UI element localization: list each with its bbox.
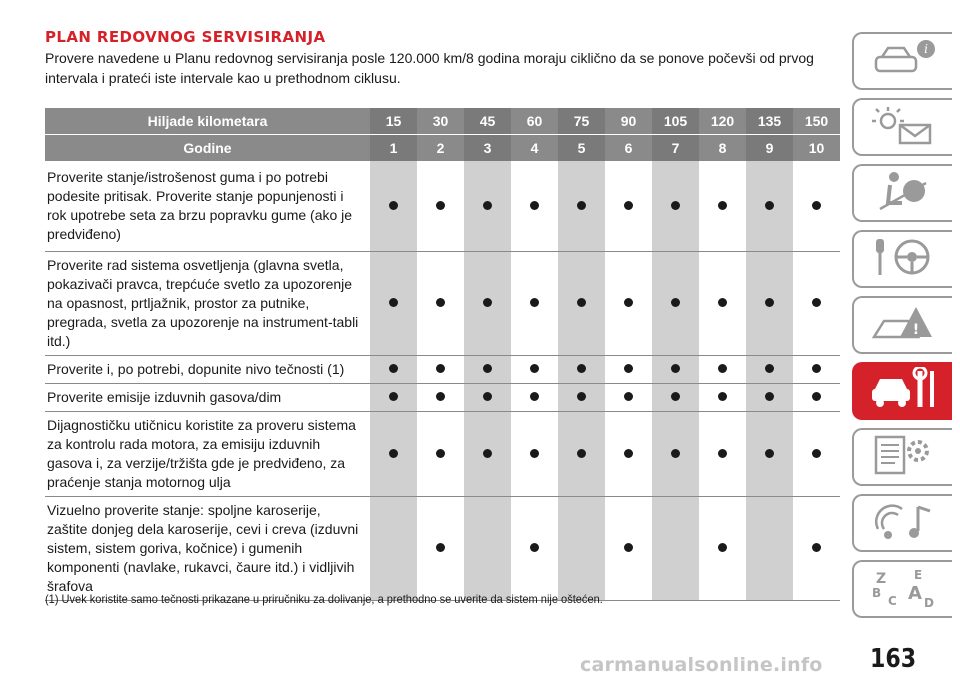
interval-cell bbox=[558, 496, 605, 600]
interval-cell bbox=[464, 496, 511, 600]
check-dot-icon bbox=[765, 364, 774, 373]
interval-cell bbox=[370, 251, 417, 355]
interval-cell bbox=[699, 411, 746, 496]
km-header-cell: 75 bbox=[558, 108, 605, 135]
interval-cell bbox=[464, 383, 511, 411]
interval-cell bbox=[511, 411, 558, 496]
schedule-row bbox=[45, 161, 840, 251]
interval-cell bbox=[652, 496, 699, 600]
service-item-text: Dijagnostičku utičnicu koristite za proveru sistema za kontrolu rada motora, za emisiju izduvnih gasova i, za verzije/tržišta gde je predviđeno, za praćenje stanja motornog ulja bbox=[45, 411, 370, 496]
check-dot-icon bbox=[436, 392, 445, 401]
interval-cell bbox=[605, 251, 652, 355]
breakdown-warning-triangle-icon bbox=[868, 301, 938, 350]
chapter-tabs bbox=[852, 32, 960, 626]
interval-cell bbox=[699, 161, 746, 251]
check-dot-icon bbox=[530, 201, 539, 210]
schedule-row bbox=[45, 411, 840, 496]
check-dot-icon bbox=[577, 298, 586, 307]
interval-cell bbox=[793, 355, 840, 383]
interval-cell bbox=[699, 383, 746, 411]
interval-cell bbox=[511, 355, 558, 383]
specifications-gear-icon bbox=[868, 433, 938, 482]
svg-text:D: D bbox=[924, 595, 934, 609]
check-dot-icon bbox=[483, 201, 492, 210]
interval-cell bbox=[699, 251, 746, 355]
check-dot-icon bbox=[624, 392, 633, 401]
years-header-cell: 1 bbox=[370, 135, 417, 162]
schedule-row bbox=[45, 383, 840, 411]
check-dot-icon bbox=[718, 364, 727, 373]
service-item-text: Proverite i, po potrebi, dopunite nivo tečnosti (1) bbox=[45, 355, 370, 383]
footnote: (1) Uvek koristite samo tečnosti prikazane u priručniku za dolivanje, a prethodno se uverite da sistem nije oštećen. bbox=[45, 592, 603, 606]
chapter-tab-1[interactable] bbox=[852, 32, 952, 90]
check-dot-icon bbox=[671, 392, 680, 401]
interval-cell bbox=[511, 251, 558, 355]
check-dot-icon bbox=[624, 364, 633, 373]
check-dot-icon bbox=[624, 543, 633, 552]
check-dot-icon bbox=[812, 449, 821, 458]
check-dot-icon bbox=[624, 449, 633, 458]
interval-cell bbox=[417, 496, 464, 600]
km-header-cell: 15 bbox=[370, 108, 417, 135]
intro-paragraph: Provere navedene u Planu redovnog servisiranja posle 120.000 km/8 godina moraju ciklično da se ponove počevši od prvog intervala i prateći iste intervale kao u prethodnom ciklusu. bbox=[45, 50, 814, 86]
interval-cell bbox=[652, 411, 699, 496]
interval-cell bbox=[558, 383, 605, 411]
check-dot-icon bbox=[483, 449, 492, 458]
check-dot-icon bbox=[483, 392, 492, 401]
svg-text:E: E bbox=[914, 567, 923, 582]
interval-cell bbox=[370, 411, 417, 496]
svg-text:A: A bbox=[908, 582, 922, 604]
interval-cell bbox=[699, 355, 746, 383]
interval-cell bbox=[746, 251, 793, 355]
interval-cell bbox=[793, 411, 840, 496]
car-info-icon bbox=[868, 37, 938, 86]
svg-text:i: i bbox=[924, 41, 928, 56]
svg-text:!: ! bbox=[912, 321, 920, 338]
years-header-cell: 2 bbox=[417, 135, 464, 162]
check-dot-icon bbox=[389, 449, 398, 458]
check-dot-icon bbox=[577, 392, 586, 401]
interval-cell bbox=[464, 411, 511, 496]
schedule-row bbox=[45, 355, 840, 383]
interval-cell bbox=[417, 355, 464, 383]
chapter-tab-2[interactable] bbox=[852, 98, 952, 156]
schedule-row bbox=[45, 496, 840, 600]
service-item-text: Proverite rad sistema osvetljenja (glavna svetla, pokazivači pravca, trepćuće svetlo za upozorenje na opasnost, prtljažnik, prostor za putnike, pregrada, svetla za upozorenje na instrument-tabli itd.) bbox=[45, 251, 370, 355]
check-dot-icon bbox=[624, 201, 633, 210]
svg-text:B: B bbox=[872, 585, 882, 600]
check-dot-icon bbox=[718, 392, 727, 401]
check-dot-icon bbox=[389, 392, 398, 401]
km-header-cell: 45 bbox=[464, 108, 511, 135]
check-dot-icon bbox=[436, 449, 445, 458]
check-dot-icon bbox=[718, 201, 727, 210]
interval-cell bbox=[652, 251, 699, 355]
check-dot-icon bbox=[530, 543, 539, 552]
check-dot-icon bbox=[765, 298, 774, 307]
years-header-cell: 4 bbox=[511, 135, 558, 162]
check-dot-icon bbox=[483, 364, 492, 373]
interval-cell bbox=[417, 383, 464, 411]
km-header-cell: 120 bbox=[699, 108, 746, 135]
interval-cell bbox=[652, 355, 699, 383]
years-header-cell: 7 bbox=[652, 135, 699, 162]
check-dot-icon bbox=[389, 201, 398, 210]
check-dot-icon bbox=[718, 449, 727, 458]
check-dot-icon bbox=[812, 543, 821, 552]
interval-cell bbox=[511, 161, 558, 251]
chapter-tab-6[interactable] bbox=[852, 362, 952, 420]
chapter-tab-3[interactable] bbox=[852, 164, 952, 222]
check-dot-icon bbox=[624, 298, 633, 307]
check-dot-icon bbox=[812, 364, 821, 373]
interval-cell bbox=[511, 383, 558, 411]
check-dot-icon bbox=[530, 392, 539, 401]
chapter-tab-7[interactable] bbox=[852, 428, 952, 486]
years-header-cell: 10 bbox=[793, 135, 840, 162]
check-dot-icon bbox=[671, 201, 680, 210]
interval-cell bbox=[558, 251, 605, 355]
interval-cell bbox=[605, 383, 652, 411]
chapter-tab-4[interactable] bbox=[852, 230, 952, 288]
check-dot-icon bbox=[577, 449, 586, 458]
check-dot-icon bbox=[436, 364, 445, 373]
multimedia-music-icon bbox=[868, 499, 938, 548]
check-dot-icon bbox=[577, 364, 586, 373]
interval-cell bbox=[746, 496, 793, 600]
interval-cell bbox=[746, 383, 793, 411]
years-header-cell: 5 bbox=[558, 135, 605, 162]
warning-light-message-icon bbox=[868, 103, 938, 152]
km-header-cell: 60 bbox=[511, 108, 558, 135]
interval-cell bbox=[605, 355, 652, 383]
service-item-text: Proverite emisije izduvnih gasova/dim bbox=[45, 383, 370, 411]
check-dot-icon bbox=[671, 298, 680, 307]
chapter-tab-9[interactable] bbox=[852, 560, 952, 618]
alphabetical-index-icon bbox=[868, 565, 938, 614]
interval-cell bbox=[746, 411, 793, 496]
interval-cell bbox=[605, 411, 652, 496]
car-wrench-icon bbox=[868, 367, 938, 416]
interval-cell bbox=[370, 355, 417, 383]
svg-text:C: C bbox=[888, 593, 897, 608]
chapter-tab-8[interactable] bbox=[852, 494, 952, 552]
check-dot-icon bbox=[483, 298, 492, 307]
interval-cell bbox=[793, 383, 840, 411]
service-item-text: Vizuelno proverite stanje: spoljne karoserije, zaštite donjeg dela karoserije, cevi i creva (izduvni sistem, sistem goriva, kočnice) i gumenih komponenti (navlake, rukavci, čaure itd.) i vidljivih šrafova bbox=[45, 496, 370, 600]
check-dot-icon bbox=[389, 364, 398, 373]
check-dot-icon bbox=[436, 201, 445, 210]
interval-cell bbox=[558, 355, 605, 383]
years-header-cell: 9 bbox=[746, 135, 793, 162]
km-header-cell: 135 bbox=[746, 108, 793, 135]
check-dot-icon bbox=[436, 543, 445, 552]
years-header-cell: 6 bbox=[605, 135, 652, 162]
interval-cell bbox=[464, 161, 511, 251]
schedule-row bbox=[45, 251, 840, 355]
interval-cell bbox=[793, 251, 840, 355]
interval-cell bbox=[464, 251, 511, 355]
km-header-cell: 150 bbox=[793, 108, 840, 135]
check-dot-icon bbox=[671, 364, 680, 373]
check-dot-icon bbox=[436, 298, 445, 307]
interval-cell bbox=[417, 411, 464, 496]
interval-cell bbox=[558, 161, 605, 251]
km-header-cell: 105 bbox=[652, 108, 699, 135]
interval-cell bbox=[746, 161, 793, 251]
interval-cell bbox=[605, 161, 652, 251]
check-dot-icon bbox=[765, 201, 774, 210]
check-dot-icon bbox=[812, 298, 821, 307]
check-dot-icon bbox=[389, 298, 398, 307]
check-dot-icon bbox=[530, 449, 539, 458]
km-header-cell: 90 bbox=[605, 108, 652, 135]
check-dot-icon bbox=[718, 298, 727, 307]
interval-cell bbox=[417, 251, 464, 355]
years-header-row bbox=[45, 135, 840, 162]
interval-cell bbox=[699, 496, 746, 600]
page-number: 163 bbox=[870, 644, 917, 674]
check-dot-icon bbox=[812, 392, 821, 401]
interval-cell bbox=[370, 383, 417, 411]
maintenance-schedule-table bbox=[45, 108, 840, 601]
check-dot-icon bbox=[671, 449, 680, 458]
years-header-label: Godine bbox=[45, 135, 370, 162]
interval-cell bbox=[417, 161, 464, 251]
airbag-seat-icon bbox=[868, 169, 938, 218]
interval-cell bbox=[558, 411, 605, 496]
interval-cell bbox=[464, 355, 511, 383]
check-dot-icon bbox=[530, 298, 539, 307]
interval-cell bbox=[793, 496, 840, 600]
check-dot-icon bbox=[812, 201, 821, 210]
km-header-cell: 30 bbox=[417, 108, 464, 135]
years-header-cell: 8 bbox=[699, 135, 746, 162]
check-dot-icon bbox=[765, 392, 774, 401]
svg-text:Z: Z bbox=[876, 570, 887, 587]
check-dot-icon bbox=[718, 543, 727, 552]
km-header-label: Hiljade kilometara bbox=[45, 108, 370, 135]
interval-cell bbox=[370, 496, 417, 600]
chapter-tab-5[interactable] bbox=[852, 296, 952, 354]
check-dot-icon bbox=[577, 201, 586, 210]
watermark: carmanualsonline.info bbox=[580, 654, 823, 676]
interval-cell bbox=[605, 496, 652, 600]
check-dot-icon bbox=[765, 449, 774, 458]
interval-cell bbox=[370, 161, 417, 251]
key-steering-wheel-icon bbox=[868, 235, 938, 284]
interval-cell bbox=[511, 496, 558, 600]
section-heading: PLAN REDOVNOG SERVISIRANJA bbox=[45, 28, 326, 46]
interval-cell bbox=[652, 383, 699, 411]
km-header-row bbox=[45, 108, 840, 135]
interval-cell bbox=[746, 355, 793, 383]
interval-cell bbox=[652, 161, 699, 251]
interval-cell bbox=[793, 161, 840, 251]
check-dot-icon bbox=[530, 364, 539, 373]
years-header-cell: 3 bbox=[464, 135, 511, 162]
service-item-text: Proverite stanje/istrošenost guma i po potrebi podesite pritisak. Proverite stanje popunjenosti i rok upotrebe seta za brzu popravku gume (ako je predviđeno) bbox=[45, 161, 370, 251]
